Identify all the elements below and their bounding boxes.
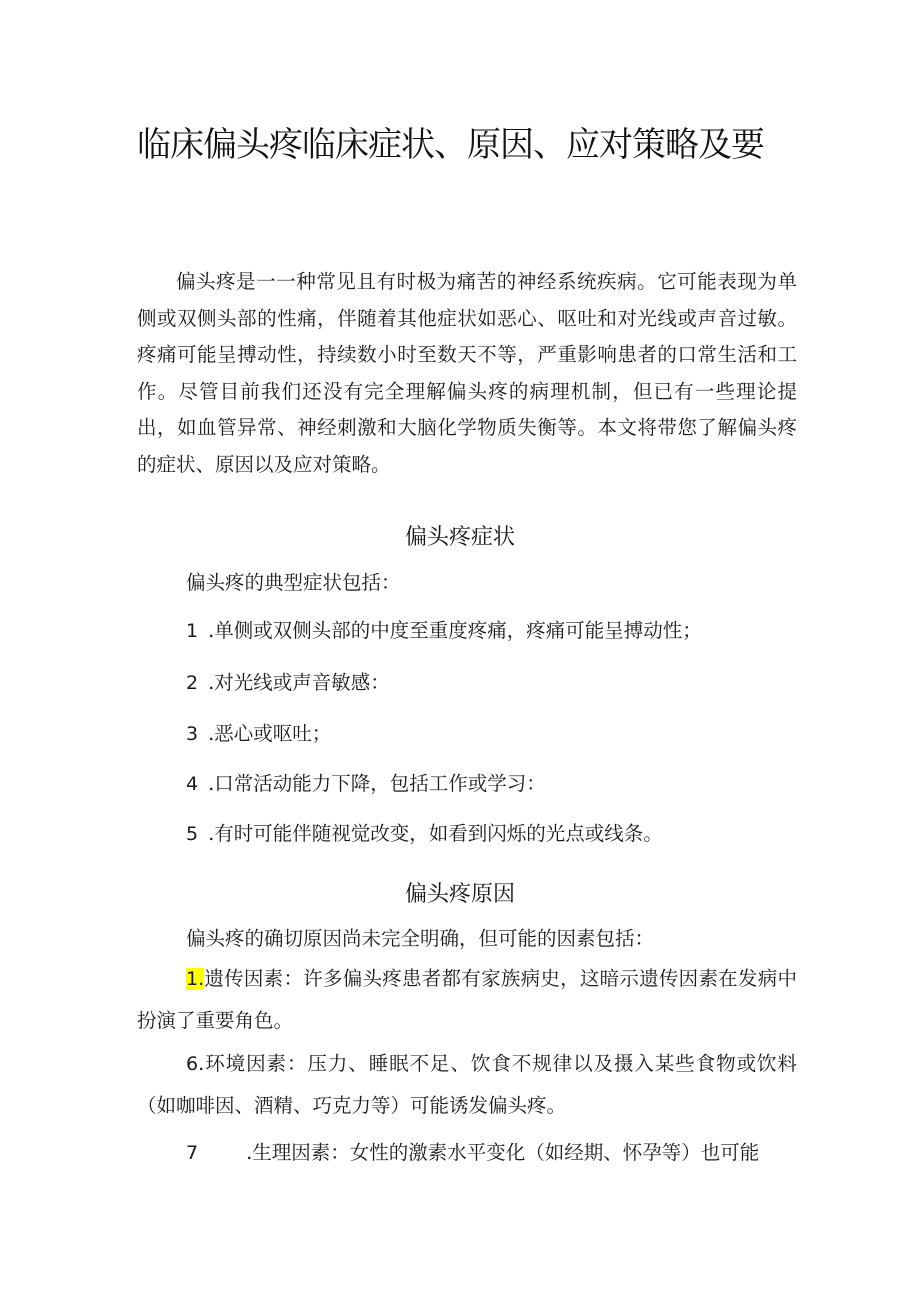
symptom-item	[186, 616, 702, 646]
cause-item	[186, 1138, 759, 1168]
symptom-text: .单侧或双侧头部的中度至重度疼痛，疼痛可能呈搏动性；	[208, 619, 702, 642]
cause-number: 7	[186, 1142, 199, 1164]
cause-text: 遗传因素：许多偏头疼患者都有家族病史，这暗示遗传因素在发病中扮演了重要角色。	[137, 967, 797, 1032]
intro-paragraph: 偏头疼是一一种常见且有时极为痛苦的神经系统疾病。它可能表现为单侧或双侧头部的性痛，伴随着其他症状如恶心、呕吐和对光线或声音过敏。疼痛可能呈搏动性，持续数小时至数天不等，严重影响患者的口常生活和工作。尽管目前我们还没有完全理解偏头疼的病理机制，但已有一些理论提出，如血管异常、神经刺激和大脑化学物质失衡等。本文将带您了解偏头疼的症状、原因以及应对策略。	[137, 270, 797, 476]
symptom-number: 3	[186, 723, 199, 745]
highlighted-number: 1.	[186, 968, 205, 990]
symptoms-lead: 偏头疼的典型症状包括：	[186, 571, 401, 594]
cause-item	[137, 958, 797, 1041]
symptom-number: 2	[186, 672, 199, 694]
cause-number: 6	[186, 1053, 199, 1075]
cause-item	[137, 1043, 797, 1126]
symptom-text: .对光线或声音敏感：	[208, 671, 390, 694]
symptom-text: .恶心或呕吐；	[208, 722, 332, 745]
document-title: 临床偏头疼临床症状、原因、应对策略及要	[137, 125, 764, 165]
symptom-item	[186, 769, 546, 799]
symptom-text: .有时可能伴随视觉改变，如看到闪烁的光点或线条。	[208, 822, 663, 845]
cause-text: .生理因素：女性的激素水平变化（如经期、怀孕等）也可能	[246, 1141, 760, 1164]
causes-lead: 偏头疼的确切原因尚未完全明确，但可能的因素包括：	[186, 927, 655, 950]
symptoms-heading: 偏头疼症状	[404, 525, 515, 550]
causes-heading: 偏头疼原因	[404, 882, 515, 907]
symptom-number: 5	[186, 823, 199, 845]
symptom-item	[186, 668, 390, 698]
symptom-item	[186, 819, 663, 849]
symptom-number: 1	[186, 620, 199, 642]
symptom-text: .口常活动能力下降，包括工作或学习：	[208, 772, 546, 795]
symptom-item	[186, 719, 331, 749]
cause-text: .环境因素：压力、睡眠不足、饮食不规律以及摄入某些食物或饮料（如咖啡因、酒精、巧克力等）可能诱发偏头疼。	[137, 1052, 797, 1117]
symptom-number: 4	[186, 773, 199, 795]
